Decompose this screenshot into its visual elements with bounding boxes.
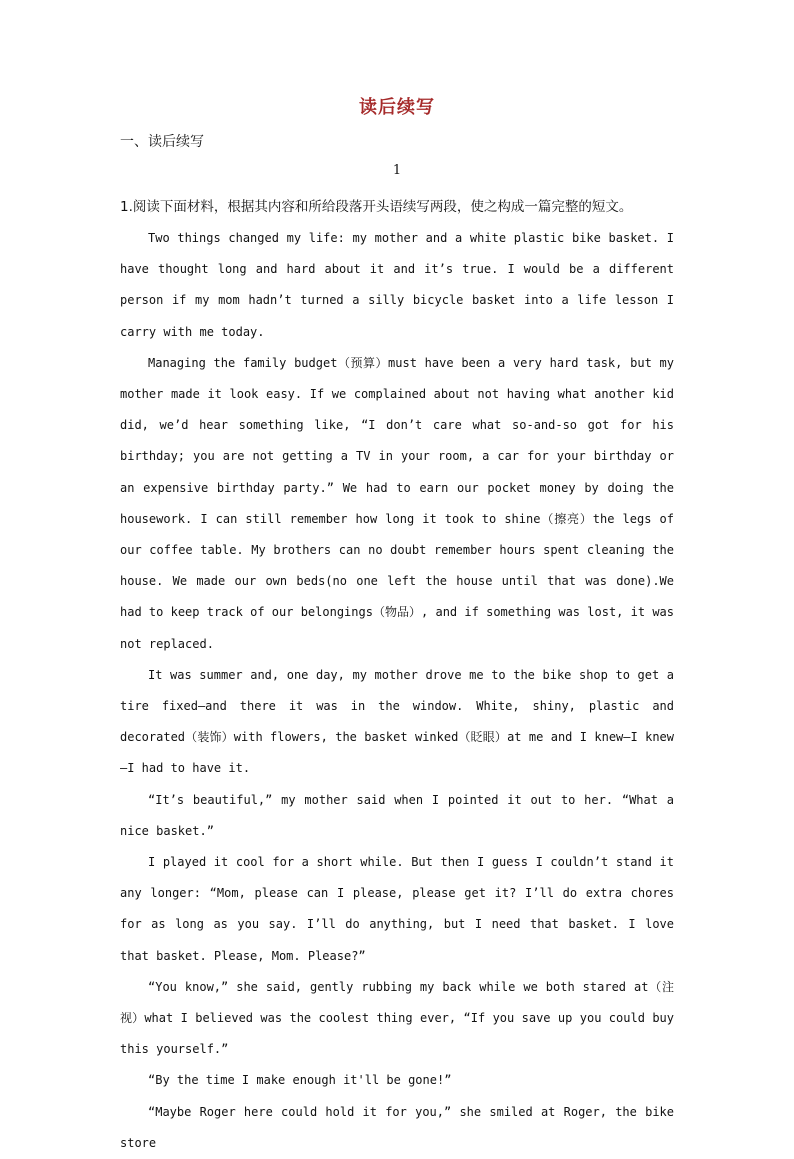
passage-paragraph: “Maybe Roger here could hold it for you,” she smiled at Roger, the bike store bbox=[120, 1104, 674, 1150]
page-title: 读后续写 bbox=[359, 97, 435, 118]
passage-paragraph: Managing the family budget（预算）must have been a very hard task, but my mother made it look easy. If we complained about not having what another kid did, we’d hear something like, “I don’t care what so-and-so got for his birthday; you are not getting a TV in your room, a car for your birthday or an expensive birthday party.” We had to earn our pocket money by doing the housework. I can still remember how long it took to shine（擦亮）the legs of our coffee table. My brothers can no doubt remember hours spent cleaning the house. We made our own beds(no one left the house until that was done).We had to keep track of our belongings（物品）, and if something was lost, it was not replaced. bbox=[120, 355, 674, 651]
passage-paragraph: “It’s beautiful,” my mother said when I pointed it out to her. “What a nice basket.” bbox=[120, 792, 674, 838]
passage-paragraph: I played it cool for a short while. But then I guess I couldn’t stand it any longer: “Mom, please can I please, please get it? I’ll do extra chores for as long as you say. I’ll do anything, but I need that basket. I love that basket. Please, Mom. Please?” bbox=[120, 855, 674, 963]
question-number: 1 bbox=[392, 163, 402, 178]
passage-paragraph: It was summer and, one day, my mother drove me to the bike shop to get a tire fixed—and there it was in the window. White, shiny, plastic and decorated（装饰）with flowers, the basket winked（眨眼）at me and I knew—I knew—I had to have it. bbox=[120, 667, 674, 776]
question-prompt: 1.阅读下面材料，根据其内容和所给段落开头语续写两段，使之构成一篇完整的短文。 bbox=[120, 199, 633, 215]
passage-paragraph: “By the time I make enough it'll be gone!” bbox=[148, 1073, 452, 1088]
passage-paragraph: Two things changed my life: my mother and a white plastic bike basket. I have thought long and hard about it and it’s true. I would be a different person if my mom hadn’t turned a silly bicycle basket into a life lesson I carry with me today. bbox=[120, 231, 674, 339]
passage bbox=[120, 223, 674, 1159]
section-heading: 一、读后续写 bbox=[120, 134, 204, 150]
passage-paragraph: “You know,” she said, gently rubbing my back while we both stared at（注视）what I believed was the coolest thing ever, “If you save up you could buy this yourself.” bbox=[120, 979, 674, 1057]
